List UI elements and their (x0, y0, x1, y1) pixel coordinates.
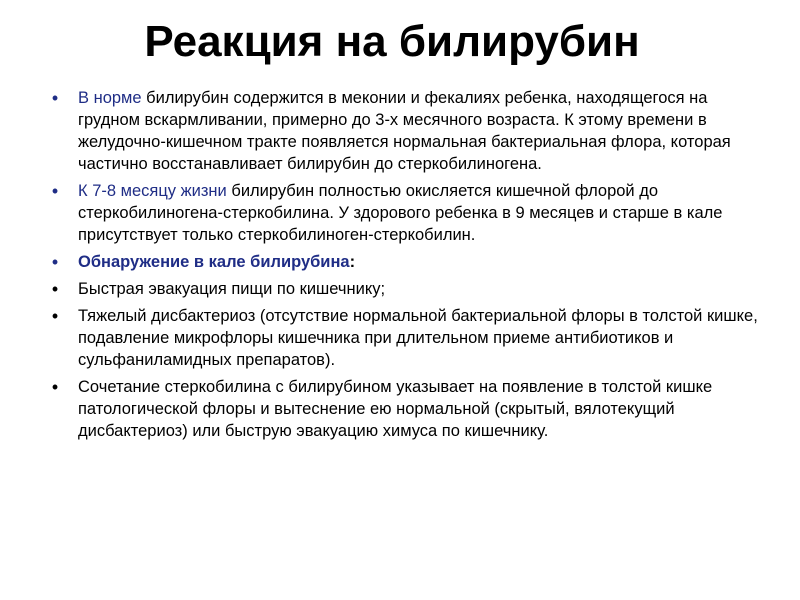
bullet-text: билирубин полностью окисляется кишечной флорой до стеркобилиногена-стеркобилина. У здорового ребенка в 9 месяцев и старше в кале присутствует только стеркобилиноген-стеркобилин. (78, 182, 723, 244)
slide-title: Реакция на билирубин (144, 17, 640, 66)
bullet-text: билирубин содержится в меконии и фекалиях ребенка, находящегося на грудном вскармливании, примерно до 3-х месячного возраста. К этому времени в желудочно-кишечном тракте появляется нормальная бактериальная флора, которая частично восстанавливает билирубин до стеркобилиногена. (78, 89, 731, 173)
bullet-marker: • (51, 377, 59, 397)
bullet-item-dysbacteriosis (48, 305, 760, 371)
bullet-item-7-8-months (48, 180, 760, 246)
bullet-text: Сочетание стеркобилина с билирубином указывает на появление в толстой кишке патологической флоры и вытеснение ею нормальной (скрытый, вялотекущий дисбактериоз) или быструю эвакуацию химуса по кишечнику. (78, 378, 713, 440)
bullet-text: Быстрая эвакуация пищи по кишечнику; (78, 280, 386, 298)
bullet-marker: • (51, 279, 59, 299)
bullet-text: Тяжелый дисбактериоз (отсутствие нормальной бактериальной флоры в толстой кишке, подавление микрофлоры кишечника при длительном приеме антибиотиков и сульфаниламидных препаратов). (78, 307, 758, 369)
bullet-item-fast-evacuation (48, 278, 760, 300)
bullet-item-detection (48, 251, 760, 273)
bullet-lead: К 7-8 месяцу жизни (78, 182, 227, 200)
bullet-list (48, 87, 760, 447)
bullet-marker: • (51, 306, 59, 326)
bullet-marker: • (51, 181, 59, 201)
bullet-item-combination (48, 376, 760, 442)
bullet-lead: В норме (78, 89, 142, 107)
bullet-lead: Обнаружение в кале билирубина (78, 253, 350, 271)
bullet-text: : (349, 253, 356, 271)
bullet-marker: • (51, 252, 59, 272)
bullet-marker: • (51, 88, 59, 108)
bullet-item-normal (48, 87, 760, 175)
